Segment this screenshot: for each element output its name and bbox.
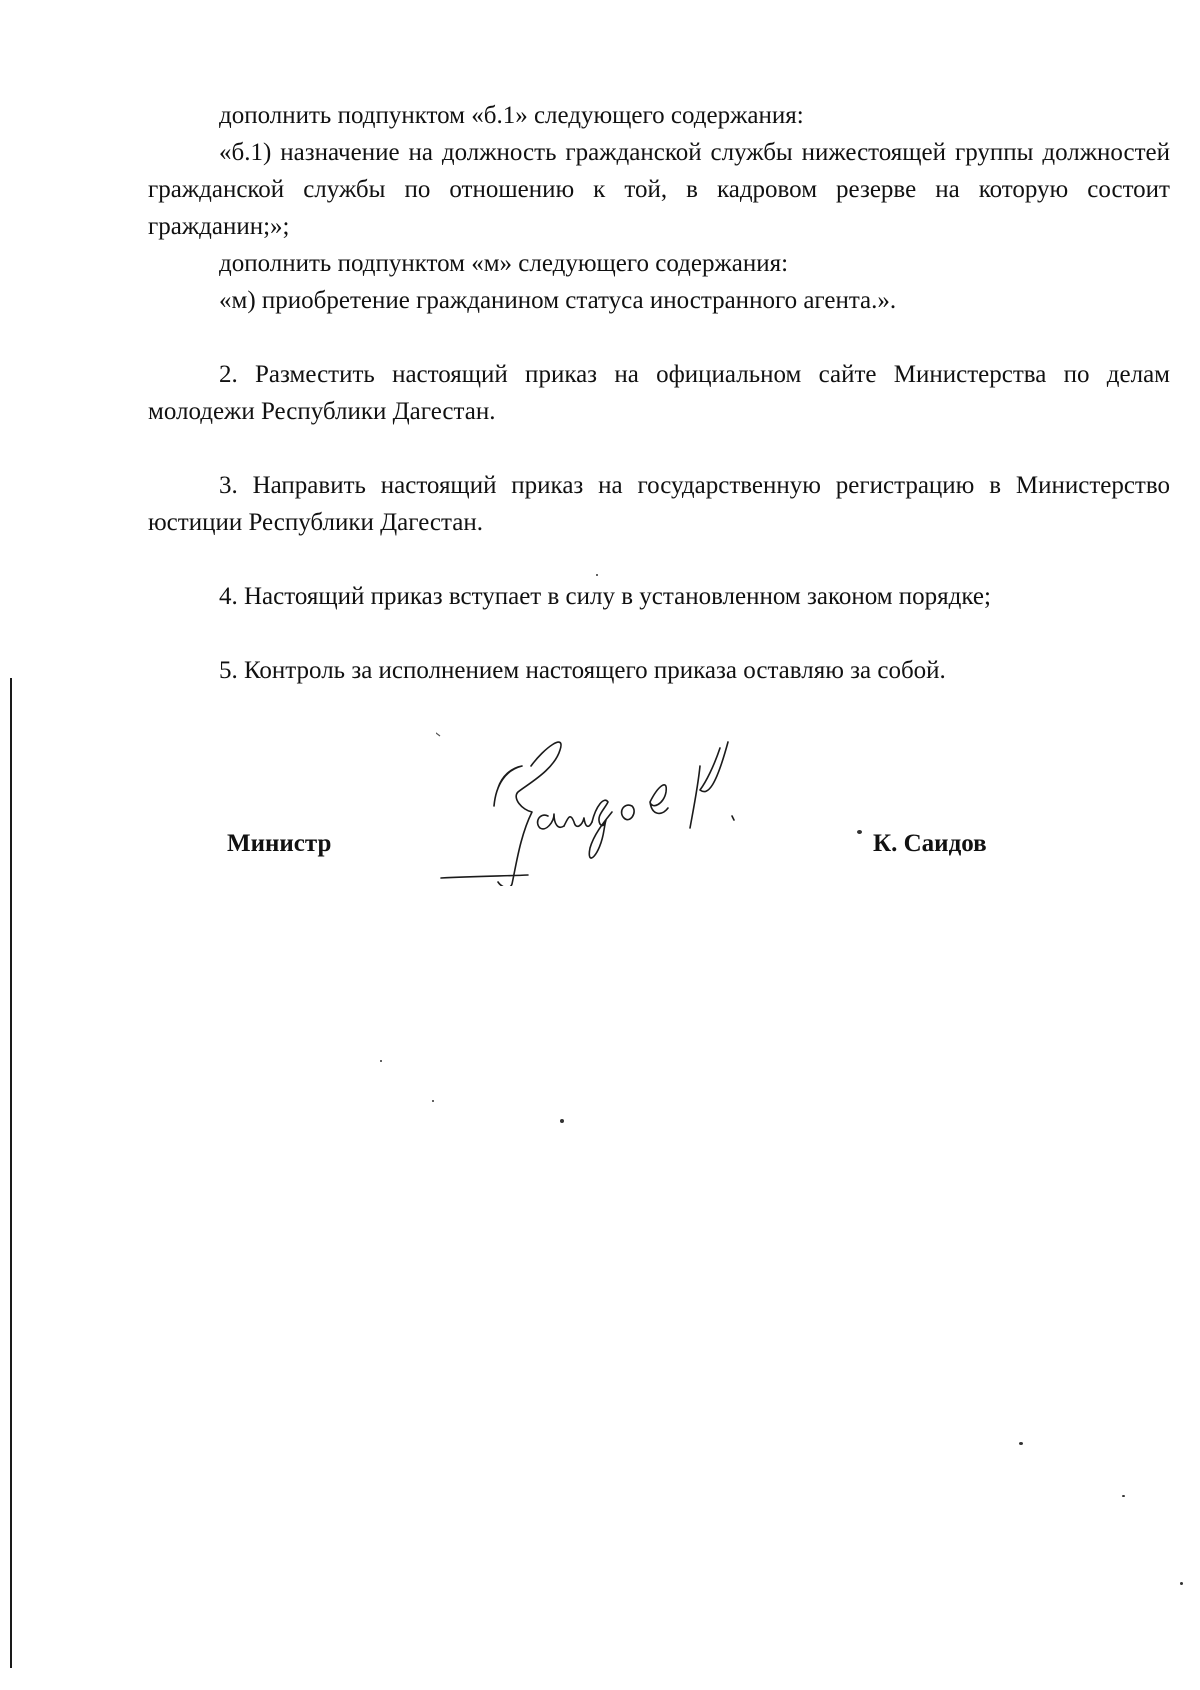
- scan-speck: [596, 574, 598, 576]
- paragraph-item-2: 2. Разместить настоящий приказ на официальном сайте Министерства по делам молодежи Республики Дагестан.: [148, 361, 1170, 425]
- scan-speck: [432, 1100, 434, 1102]
- paragraph-item-3: 3. Направить настоящий приказ на государственную регистрацию в Министерство юстиции Республики Дагестан.: [148, 472, 1170, 536]
- scan-speck: [1019, 1442, 1023, 1445]
- scan-speck: [857, 830, 862, 834]
- scan-speck: [1122, 1495, 1125, 1497]
- paragraph-b1-text: «б.1) назначение на должность гражданской службы нижестоящей группы должностей гражданской службы по отношению к той, в кадровом резерве на которую состоит гражданин;»;: [148, 139, 1170, 240]
- paragraph-add-b1: дополнить подпунктом «б.1» следующего содержания:: [219, 102, 804, 129]
- paragraph-item-5: 5. Контроль за исполнением настоящего приказа оставляю за собой.: [219, 657, 946, 684]
- signer-name: К. Саидов: [873, 830, 987, 857]
- document-body: [148, 97, 1170, 689]
- scan-speck: [380, 1060, 382, 1062]
- scan-edge-line: [10, 678, 12, 1668]
- signer-title: Министр: [227, 830, 332, 857]
- paragraph-m-text: «м) приобретение гражданином статуса иностранного агента.».: [219, 287, 897, 314]
- paragraph-add-m: дополнить подпунктом «м» следующего содержания:: [219, 250, 789, 277]
- scan-speck: [560, 1119, 564, 1123]
- paragraph-item-4: 4. Настоящий приказ вступает в силу в установленном законом порядке;: [219, 583, 991, 610]
- handwritten-signature: [436, 726, 816, 886]
- scan-speck: [1180, 1582, 1183, 1585]
